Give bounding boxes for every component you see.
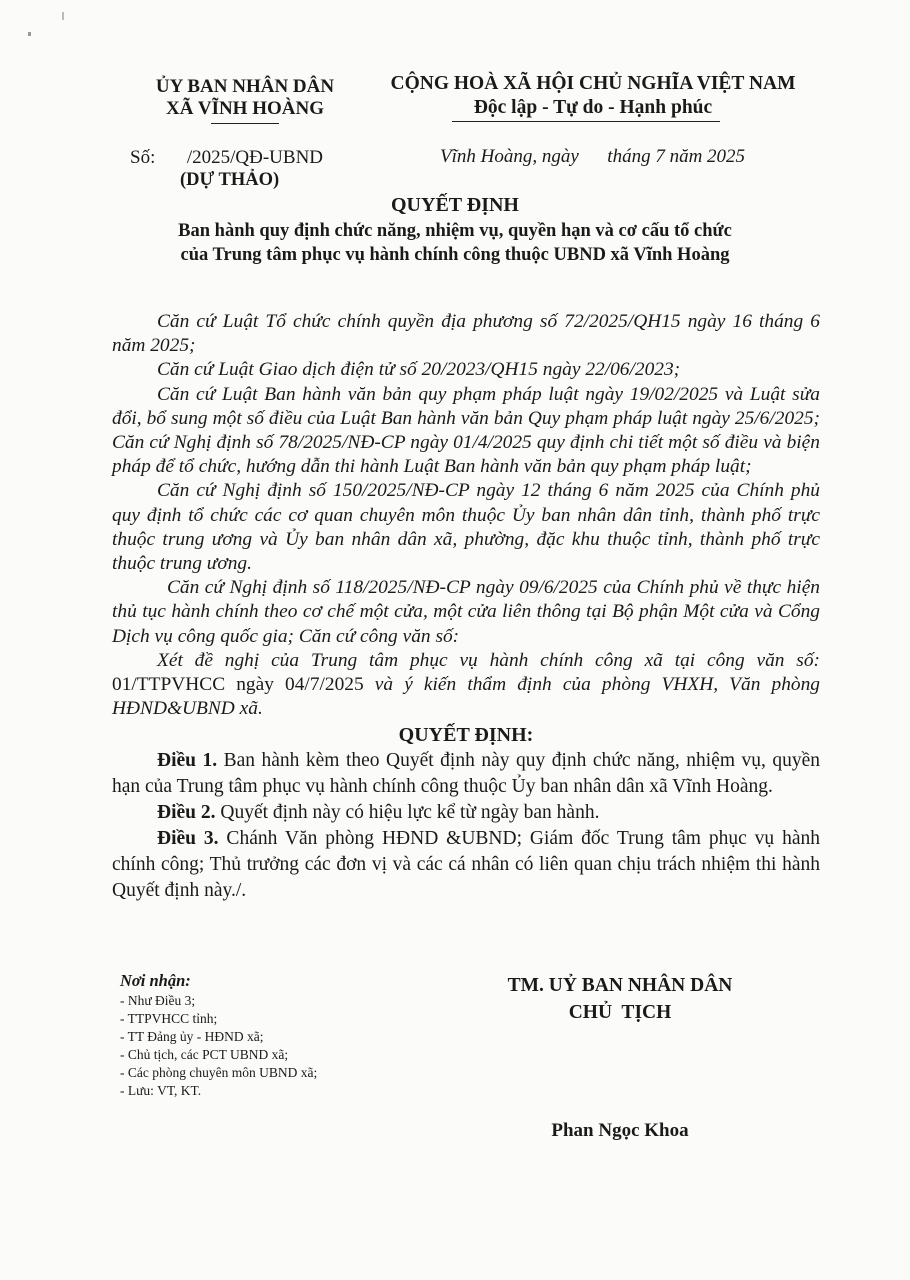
consider-part-3: và ý kiến thẩm định của phòng VHXH, Văn phòng HĐND&UBND xã. bbox=[112, 674, 820, 720]
nation-line-1: CỘNG HOÀ XÃ HỘI CHỦ NGHĨA VIỆT NAM bbox=[390, 73, 796, 94]
document-body bbox=[112, 310, 820, 904]
article-text: Quyết định này có hiệu lực kể từ ngày ban hành. bbox=[215, 801, 600, 823]
recipient-item: - TT Đảng ủy - HĐND xã; bbox=[120, 1029, 264, 1044]
preamble-item: Căn cứ Nghị định số 118/2025/NĐ-CP ngày 09/6/2025 của Chính phủ về thực hiện thủ tục hành chính theo cơ chế một cửa, một cửa liên thông tại Bộ phận Một cửa và Cổng Dịch vụ công quốc gia; Căn cứ công văn số: bbox=[112, 577, 820, 647]
document-number bbox=[130, 147, 323, 169]
recipient-item: - TTPVHCC tỉnh; bbox=[120, 1011, 218, 1026]
agency-line-1: ỦY BAN NHÂN DÂN bbox=[155, 76, 335, 97]
agency-underline bbox=[211, 123, 279, 124]
article-label: Điều 3. bbox=[157, 827, 219, 849]
article-1 bbox=[112, 748, 820, 800]
preamble-item: Căn cứ Luật Giao dịch điện tử số 20/2023/QH15 ngày 22/06/2023; bbox=[157, 359, 681, 381]
issuing-agency bbox=[125, 76, 365, 124]
article-text: Chánh Văn phòng HĐND &UBND; Giám đốc Trung tâm phục vụ hành chính công; Thủ trưởng các đơn vị và các cá nhân có liên quan chịu trách nhiệm thi hành Quyết định này./. bbox=[112, 827, 820, 901]
agency-line-2: XÃ VĨNH HOÀNG bbox=[166, 98, 324, 119]
signature-block bbox=[470, 972, 770, 1026]
preamble-item: Căn cứ Luật Tổ chức chính quyền địa phương số 72/2025/QH15 ngày 16 tháng 6 năm 2025; bbox=[112, 311, 820, 357]
article-text: Ban hành kèm theo Quyết định này quy định chức năng, nhiệm vụ, quyền hạn của Trung tâm phục vụ hành chính công thuộc Ủy ban nhân dân xã Vĩnh Hoàng. bbox=[112, 749, 821, 797]
number-label: Số: bbox=[130, 147, 156, 168]
article-label: Điều 2. bbox=[157, 801, 216, 823]
signer-name: Phan Ngọc Khoa bbox=[551, 1120, 689, 1141]
recipients-title: Nơi nhận: bbox=[120, 971, 191, 990]
document-subtitle bbox=[100, 219, 810, 267]
consider-part-1: Xét đề nghị của Trung tâm phục vụ hành chính công xã tại công văn số: bbox=[157, 649, 820, 671]
decision-heading: QUYẾT ĐỊNH: bbox=[398, 724, 534, 747]
article-3 bbox=[112, 826, 820, 904]
signature-line-1: TM. UỶ BAN NHÂN DÂN bbox=[507, 975, 733, 996]
preamble-item: Căn cứ Luật Ban hành văn bản quy phạm pháp luật ngày 19/02/2025 và Luật sửa đổi, bổ sung một số điều của Luật Ban hành văn bản Quy phạm pháp luật ngày 25/6/2025; Căn cứ Nghị định số 78/2025/NĐ-CP ngày 01/4/2025 quy định chi tiết một số điều và biện pháp để tổ chức, hướng dẫn thi hành Luật Ban hành văn bản quy phạm pháp luật; bbox=[112, 383, 820, 478]
article-2 bbox=[112, 800, 820, 826]
recipient-item: - Lưu: VT, KT. bbox=[120, 1083, 202, 1098]
draft-label: (DỰ THẢO) bbox=[180, 170, 280, 190]
recipient-item: - Như Điều 3; bbox=[120, 993, 196, 1008]
subtitle-line-1: Ban hành quy định chức năng, nhiệm vụ, quyền hạn và cơ cấu tổ chức bbox=[178, 221, 732, 241]
article-label: Điều 1. bbox=[157, 749, 218, 771]
recipients-list bbox=[120, 992, 440, 1100]
scan-speck bbox=[62, 12, 64, 20]
number-value: /2025/QĐ-UBND bbox=[186, 147, 324, 168]
national-heading bbox=[368, 72, 818, 122]
signature-line-2: CHỦ TỊCH bbox=[568, 1002, 672, 1023]
preamble-item: Căn cứ Nghị định số 150/2025/NĐ-CP ngày 12 tháng 6 năm 2025 của Chính phủ quy định tổ chức các cơ quan chuyên môn thuộc Ủy ban nhân dân tỉnh, thành phố trực thuộc trung ương và Ủy ban nhân dân xã, phường, đặc khu thuộc tỉnh, thành phố trực thuộc trung ương. bbox=[112, 480, 820, 575]
subtitle-line-2: của Trung tâm phục vụ hành chính công thuộc UBND xã Vĩnh Hoàng bbox=[180, 245, 730, 265]
place-date: Vĩnh Hoàng, ngày tháng 7 năm 2025 bbox=[440, 146, 746, 167]
recipient-item: - Các phòng chuyên môn UBND xã; bbox=[120, 1065, 318, 1080]
consider-clause bbox=[112, 649, 820, 722]
nation-line-2: Độc lập - Tự do - Hạnh phúc bbox=[473, 97, 713, 118]
consider-part-2: 01/TTPVHCC ngày 04/7/2025 bbox=[112, 674, 364, 696]
scan-speck bbox=[28, 32, 31, 36]
document-title: QUYẾT ĐỊNH bbox=[391, 194, 519, 216]
recipients-block bbox=[120, 972, 440, 1100]
recipient-item: - Chủ tịch, các PCT UBND xã; bbox=[120, 1047, 289, 1062]
motto-underline bbox=[452, 121, 720, 122]
